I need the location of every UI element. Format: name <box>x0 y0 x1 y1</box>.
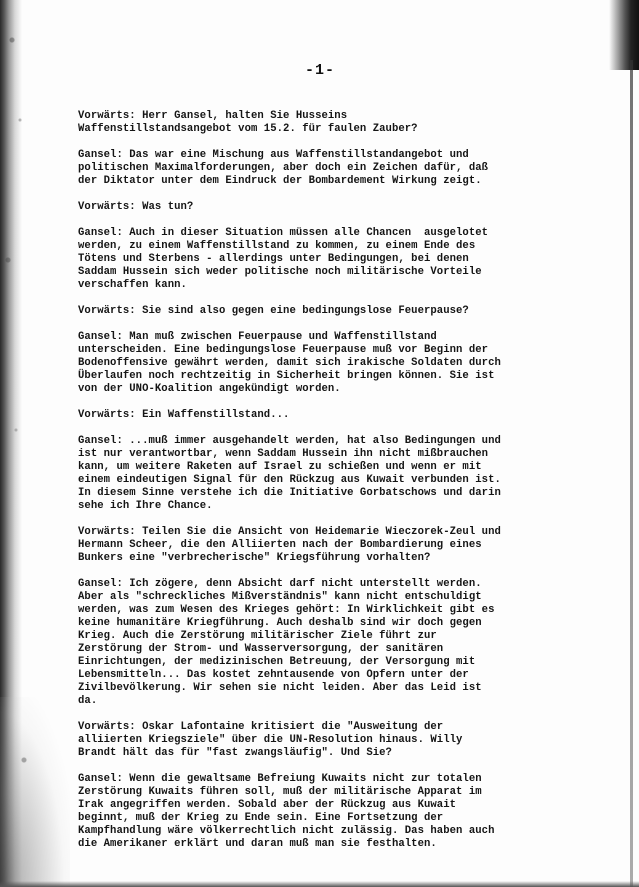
interview-text <box>78 110 598 864</box>
text-line: Vorwärts: Herr Gansel, halten Sie Husseins <box>78 110 348 122</box>
text-line: Brandt hält das für "fast zwangsläufig". Und Sie? <box>78 747 392 759</box>
text-line: Gansel: Ich zögere, denn Absicht darf nicht unterstellt werden. <box>78 578 482 590</box>
text-line: Kampfhandlung wäre völkerrechtlich nicht zulässig. Das haben auch <box>78 825 495 837</box>
text-line: Krieg. Auch die Zerstörung militärischer Ziele führt zur <box>78 630 437 642</box>
text-line: alliierten Kriegsziele" über die UN-Resolution hinaus. Willy <box>78 734 463 746</box>
text-line: von der UNO-Koalition angekündigt worden. <box>78 383 341 395</box>
interview-question <box>78 409 598 422</box>
text-line: Saddam Hussein sich weder politische noch militärische Vorteile <box>78 266 482 278</box>
text-line: Irak angegriffen werden. Sobald aber der Rückzug aus Kuwait <box>78 799 457 811</box>
interview-question <box>78 526 598 565</box>
text-line: Vorwärts: Was tun? <box>78 201 194 213</box>
text-line: Lebensmitteln... Das kostet zehntausende von Opfern unter der <box>78 669 469 681</box>
text-line: ist nur verantwortbar, wenn Saddam Hussein ihn nicht mißbrauchen <box>78 448 489 460</box>
text-line: Vorwärts: Ein Waffenstillstand... <box>78 409 290 421</box>
text-line: Tötens und Sterbens - allerdings unter Bedingungen, bei denen <box>78 253 469 265</box>
text-line: Aber als "schreckliches Mißverständnis" kann nicht entschuldigt <box>78 591 482 603</box>
text-line: Gansel: Man muß zwischen Feuerpause und Waffenstillstand <box>78 331 437 343</box>
text-line: In diesem Sinne verstehe ich die Initiative Gorbatschows und darin <box>78 487 501 499</box>
text-line: unterscheiden. Eine bedingungslose Feuerpause muß vor Beginn der <box>78 344 489 356</box>
text-line: Waffenstillstandsangebot vom 15.2. für faulen Zauber? <box>78 123 418 135</box>
text-line: sehe ich Ihre Chance. <box>78 500 213 512</box>
interview-question <box>78 721 598 760</box>
interview-answer <box>78 331 598 396</box>
text-line: Hermann Scheer, die den Alliierten nach der Bombardierung eines <box>78 539 482 551</box>
interview-answer <box>78 578 598 708</box>
text-line: Gansel: Auch in dieser Situation müssen alle Chancen ausgelotet <box>78 227 489 239</box>
text-line: politischen Maximalforderungen, aber doch ein Zeichen dafür, daß <box>78 162 489 174</box>
text-line: Zerstörung Kuwaits führen soll, muß der militärische Apparat im <box>78 786 482 798</box>
text-line: der Diktator unter dem Eindruck der Bombardement Wirkung zeigt. <box>78 175 482 187</box>
text-line: Einrichtungen, der medizinischen Betreuung, der Versorgung mit <box>78 656 476 668</box>
text-line: Vorwärts: Sie sind also gegen eine bedingungslose Feuerpause? <box>78 305 469 317</box>
scan-edge-bottom <box>0 881 639 887</box>
text-line: kann, um weitere Raketen auf Israel zu schießen und wenn er mit <box>78 461 482 473</box>
text-line: verschaffen kann. <box>78 279 187 291</box>
text-line: einem eindeutigen Signal für den Rückzug aus Kuwait verbunden ist. <box>78 474 501 486</box>
text-line: Bodenoffensive gewährt werden, damit sich irakische Soldaten durch <box>78 357 501 369</box>
text-line: Vorwärts: Oskar Lafontaine kritisiert die "Ausweitung der <box>78 721 444 733</box>
scan-shadow-bottom-left <box>0 697 70 887</box>
text-line: beginnt, muß der Krieg zu Ende sein. Eine Fortsetzung der <box>78 812 444 824</box>
interview-question <box>78 110 598 136</box>
scan-edge-right-corner <box>609 0 639 70</box>
text-line: Bunkers eine "verbrecherische" Kriegsführung vorhalten? <box>78 552 431 564</box>
interview-question <box>78 201 598 214</box>
text-line: Gansel: Wenn die gewaltsame Befreiung Kuwaits nicht zur totalen <box>78 773 482 785</box>
interview-answer <box>78 773 598 851</box>
text-line: keine humanitäre Kriegführung. Auch deshalb sind wir doch gegen <box>78 617 482 629</box>
text-line: die Amerikaner erklärt und daran muß man sie festhalten. <box>78 838 437 850</box>
interview-answer <box>78 149 598 188</box>
text-line: Vorwärts: Teilen Sie die Ansicht von Heidemarie Wieczorek-Zeul und <box>78 526 501 538</box>
text-line: Gansel: Das war eine Mischung aus Waffenstillstandangebot und <box>78 149 469 161</box>
interview-answer <box>78 435 598 513</box>
interview-answer <box>78 227 598 292</box>
text-line: Gansel: ...muß immer ausgehandelt werden, hat also Bedingungen und <box>78 435 501 447</box>
text-line: Zerstörung der Strom- und Wasserversorgung, der sanitären <box>78 643 444 655</box>
page-number: -1- <box>305 62 336 79</box>
text-line: Überlaufen noch rechtzeitig in Sicherheit bringen können. Sie ist <box>78 370 495 382</box>
interview-question <box>78 305 598 318</box>
scan-edge-right-line <box>630 60 633 887</box>
text-line: werden, zu einem Waffenstillstand zu kommen, zu einem Ende des <box>78 240 476 252</box>
text-line: Zivilbevölkerung. Wir sehen sie nicht leiden. Aber das Leid ist <box>78 682 482 694</box>
text-line: werden, was zum Wesen des Krieges gehört: In Wirklichkeit gibt es <box>78 604 495 616</box>
text-line: da. <box>78 695 98 707</box>
